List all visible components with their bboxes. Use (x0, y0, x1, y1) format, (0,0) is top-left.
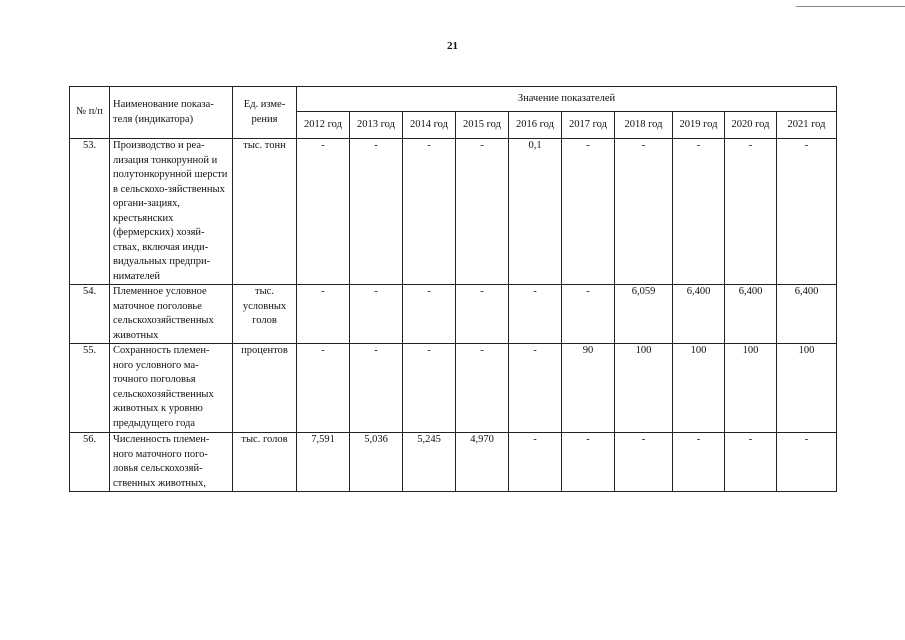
value-cell: - (456, 139, 509, 285)
row-number: 56. (70, 433, 110, 492)
value-cell: 100 (615, 344, 673, 433)
value-cell: 7,591 (297, 433, 350, 492)
value-cell: - (777, 139, 837, 285)
value-cell: - (673, 139, 725, 285)
header-year: 2020 год (725, 112, 777, 139)
value-cell: 4,970 (456, 433, 509, 492)
table-row (70, 433, 837, 492)
value-cell: - (509, 344, 562, 433)
page-number: 21 (447, 40, 458, 52)
header-year: 2014 год (403, 112, 456, 139)
value-cell: - (297, 344, 350, 433)
header-year: 2018 год (615, 112, 673, 139)
value-cell: 5,036 (350, 433, 403, 492)
value-cell: 5,245 (403, 433, 456, 492)
indicator-name: Сохранность племен-ного условного ма-точного поголовья сельскохозяйственных животных к уровню предыдущего года (110, 344, 233, 433)
table-row (70, 285, 837, 344)
indicator-name: Численность племен-ного маточного пого-ловья сельскохозяй-ственных животных, (110, 433, 233, 492)
value-cell: - (673, 433, 725, 492)
value-cell: - (350, 285, 403, 344)
top-rule (796, 6, 905, 7)
value-cell: - (297, 139, 350, 285)
value-cell: 6,400 (673, 285, 725, 344)
value-cell: 6,400 (725, 285, 777, 344)
value-cell: - (403, 344, 456, 433)
value-cell: - (725, 433, 777, 492)
value-cell: - (509, 433, 562, 492)
row-number: 54. (70, 285, 110, 344)
table-row (70, 344, 837, 433)
unit-of-measure: тыс. голов (233, 433, 297, 492)
indicators-table (69, 86, 837, 492)
value-cell: - (615, 433, 673, 492)
value-cell: - (456, 285, 509, 344)
header-num: № п/п (70, 87, 110, 139)
indicator-name: Производство и реа-лизация тонкорунной и полутонкорунной шерсти в сельскохо-зяйственных органи-зациях, крестьянских (фермерских) хозяй-ствах, включая инди-видуальных предпри-нимателей (110, 139, 233, 285)
header-year: 2017 год (562, 112, 615, 139)
value-cell: - (777, 433, 837, 492)
value-cell: - (615, 139, 673, 285)
header-name: Наименование показа-теля (индикатора) (110, 87, 233, 139)
value-cell: 6,059 (615, 285, 673, 344)
indicator-name: Племенное условное маточное поголовье сельскохозяйственных животных (110, 285, 233, 344)
value-cell: - (562, 285, 615, 344)
unit-of-measure: тыс. тонн (233, 139, 297, 285)
header-year: 2016 год (509, 112, 562, 139)
value-cell: - (456, 344, 509, 433)
value-cell: 6,400 (777, 285, 837, 344)
unit-of-measure: тыс. условных голов (233, 285, 297, 344)
value-cell: - (403, 139, 456, 285)
table-body (70, 139, 837, 492)
table-row (70, 139, 837, 285)
value-cell: 100 (725, 344, 777, 433)
value-cell: 100 (673, 344, 725, 433)
table-header (70, 87, 837, 139)
value-cell: - (562, 433, 615, 492)
header-year: 2019 год (673, 112, 725, 139)
row-number: 53. (70, 139, 110, 285)
header-year: 2021 год (777, 112, 837, 139)
header-unit: Ед. изме-рения (233, 87, 297, 139)
unit-of-measure: процентов (233, 344, 297, 433)
value-cell: - (350, 344, 403, 433)
value-cell: - (562, 139, 615, 285)
header-values-group: Значение показателей (297, 87, 837, 112)
header-year: 2013 год (350, 112, 403, 139)
value-cell: - (297, 285, 350, 344)
value-cell: 100 (777, 344, 837, 433)
value-cell: - (725, 139, 777, 285)
value-cell: - (350, 139, 403, 285)
value-cell: 0,1 (509, 139, 562, 285)
value-cell: - (509, 285, 562, 344)
value-cell: 90 (562, 344, 615, 433)
value-cell: - (403, 285, 456, 344)
row-number: 55. (70, 344, 110, 433)
header-year: 2012 год (297, 112, 350, 139)
header-year: 2015 год (456, 112, 509, 139)
